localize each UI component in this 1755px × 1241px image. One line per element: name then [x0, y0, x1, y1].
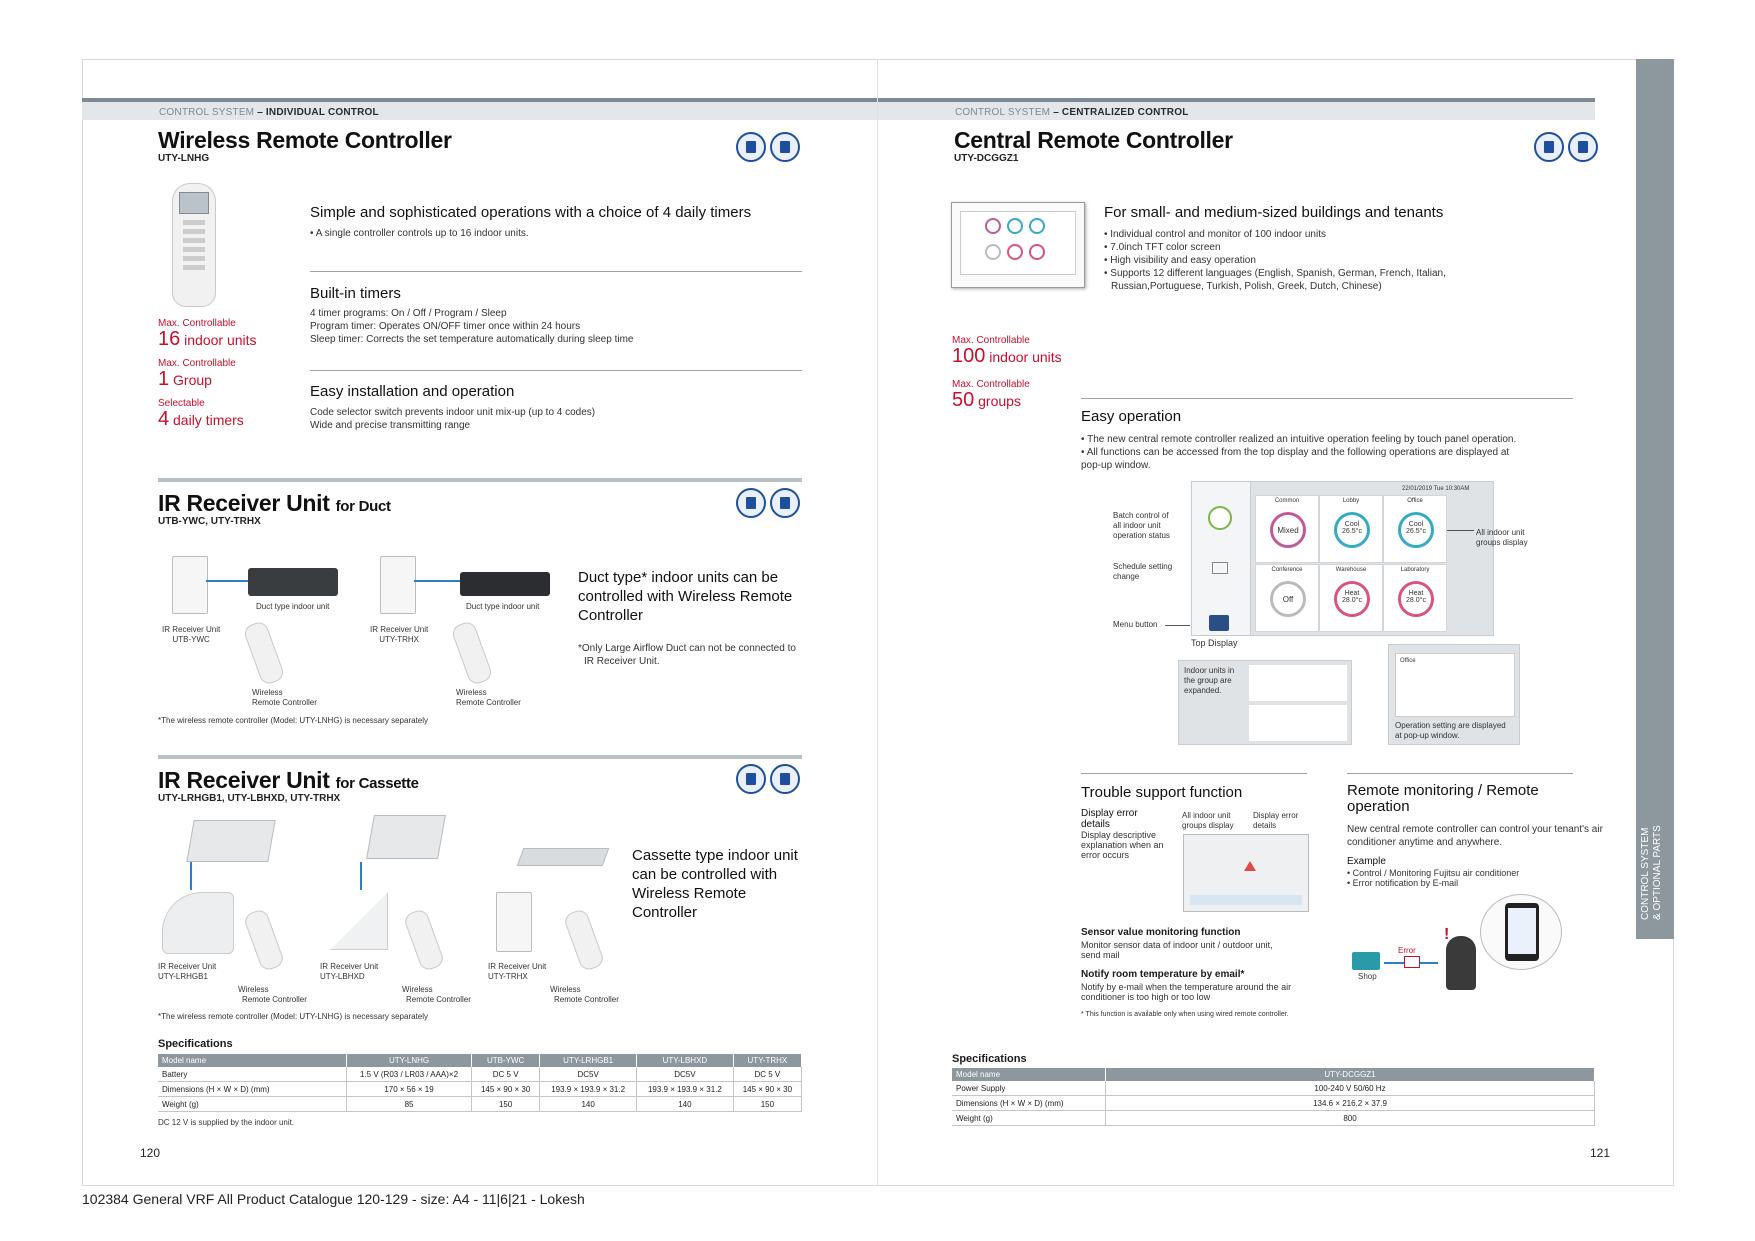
power-icon[interactable] — [1208, 506, 1232, 530]
wireless-caption-1: Wireless Remote Controller — [252, 688, 317, 707]
group-tile-laboratory[interactable]: Laboratory Heat 28.0°c — [1383, 564, 1447, 632]
ir-duct-note: *Only Large Airflow Duct can not be connected to IR Receiver Unit. — [578, 643, 796, 667]
group-tile-common[interactable]: Common Mixed — [1255, 495, 1319, 563]
cassette-unit-image — [517, 848, 610, 866]
popup-window: Office — [1395, 653, 1515, 717]
ir-duct-title: IR Receiver Unit for Duct — [158, 490, 391, 516]
left-section-bar — [82, 98, 877, 120]
cassette-wireless-caption-2: Wireless Remote Controller — [402, 985, 471, 1004]
screen-ring — [1029, 244, 1045, 260]
table-row: Dimensions (H × W × D) (mm) 170 × 56 × 19 145 × 90 × 30 193.9 × 193.9 × 31.2 193.9 × 193.9 × 31.2 145 × 90 × 30 — [158, 1082, 802, 1097]
left-spec-note: DC 12 V is supplied by the indoor unit. — [158, 1118, 295, 1127]
left-section-label: CONTROL SYSTEM – INDIVIDUAL CONTROL — [159, 107, 379, 118]
shop-icon — [1352, 952, 1380, 970]
popup-window-panel — [1388, 644, 1520, 745]
right-page-number: 121 — [1590, 1146, 1611, 1160]
ir-receiver-uty-trhx-image — [380, 556, 416, 614]
trouble-desc: Display error details Display descriptive explanation when an error occurs — [1081, 808, 1164, 860]
screen-ring — [1007, 244, 1023, 260]
smartphone-bubble — [1480, 894, 1562, 970]
section-side-tab — [1636, 59, 1674, 939]
wired-badge-icon — [736, 488, 766, 518]
table-header-row: Model name UTY-DCGGZ1 — [952, 1068, 1595, 1081]
remote-monitoring-title: Remote monitoring / Remote operation — [1347, 782, 1539, 815]
wireless-feature-3-text: Code selector switch prevents indoor unit mix-up (up to 4 codes) Wide and precise transmitting range — [310, 407, 596, 431]
central-feature-1-text: • Individual control and monitor of 100 indoor units • 7.0inch TFT color screen • High visibility and easy operation • Supports 12 different languages (English, Spanish, German, French, Italian, Russian,Portuguese, Turkish, Polish, Greek, Dutch, Chinese) — [1104, 229, 1446, 292]
duct-indoor-unit-image — [460, 572, 550, 596]
wired-badge-icon — [736, 764, 766, 794]
shop-label: Shop — [1358, 972, 1377, 981]
expanded-unit-row — [1249, 665, 1347, 701]
table-row: Dimensions (H × W × D) (mm) 134.6 × 216.2 × 37.9 — [952, 1096, 1595, 1111]
wireless-feature-1-title: Simple and sophisticated operations with a choice of 4 daily timers — [310, 204, 752, 221]
ir-duct-model: UTB-YWC, UTY-TRHX — [158, 516, 261, 527]
right-spec-title: Specifications — [952, 1053, 1027, 1065]
remote-example-label: Example — [1347, 856, 1386, 867]
error-label: Error — [1398, 946, 1416, 955]
divider — [1081, 398, 1573, 399]
right-section-bar — [878, 98, 1595, 120]
wireless-feature-2-text: 4 timer programs: On / Off / Program / Sleep Program timer: Operates ON/OFF timer once within 24 hours Sleep timer: Corrects the set temperature automatically during sleep time — [310, 308, 634, 345]
table-row: Weight (g) 800 — [952, 1111, 1595, 1126]
wired-badge-icon — [736, 132, 766, 162]
cassette-unit-image — [366, 815, 446, 859]
cassette-wireless-caption-3: Wireless Remote Controller — [550, 985, 619, 1004]
mail-icon — [1404, 956, 1420, 968]
menu-button[interactable] — [1209, 615, 1229, 631]
wireless-feature-1-text: • A single controller controls up to 16 indoor units. — [310, 228, 529, 239]
remote-monitoring-text: New central remote controller can control your tenant's air conditioner anytime and anywhere. — [1347, 824, 1603, 848]
expanded-unit-row — [1249, 705, 1347, 741]
group-tile-office[interactable]: Office Cool 26.5°c — [1383, 495, 1447, 563]
left-spec-title: Specifications — [158, 1038, 233, 1050]
table-header-row: Model name UTY-LNHG UTB-YWC UTY-LRHGB1 UTY-LBHXD UTY-TRHX — [158, 1054, 802, 1067]
display-datetime: 22/01/2019 Tue 10:30AM — [1402, 486, 1470, 492]
wired-badge-icon — [1534, 132, 1564, 162]
top-display-label: Top Display — [1191, 638, 1238, 648]
ir-receiver-utb-ywc-image — [172, 556, 208, 614]
trouble-caption-1: All indoor unit groups display — [1182, 811, 1234, 830]
ir-cassette-footnote: *The wireless remote controller (Model: UTY-LNHG) is necessary separately — [158, 1012, 429, 1021]
arrow-up-icon — [360, 862, 362, 890]
cassette-receiver-caption-3: IR Receiver Unit UTY-TRHX — [488, 962, 547, 981]
ir-receiver-trhx-image — [496, 892, 532, 952]
display-sidebar — [1192, 482, 1251, 635]
schedule-icon[interactable] — [1212, 562, 1228, 574]
section-divider — [158, 478, 802, 482]
alert-icon: ! — [1444, 926, 1450, 943]
central-title: Central Remote Controller — [954, 127, 1233, 153]
wireless-stat-1: Max. Controllable 16 indoor units — [158, 318, 257, 350]
trouble-footnote: * This function is available only when using wired remote controller. — [1081, 1011, 1289, 1018]
wireless-feature-3-title: Easy installation and operation — [310, 383, 515, 400]
right-spec-table — [952, 1068, 1595, 1126]
cassette-wireless-caption-1: Wireless Remote Controller — [238, 985, 307, 1004]
trouble-screen-bar — [1190, 895, 1302, 905]
remote-example-list: • Control / Monitoring Fujitsu air conditioner • Error notification by E-mail — [1347, 868, 1520, 888]
wireless-stat-2: Max. Controllable 1 Group — [158, 358, 236, 390]
wireless-caption-2: Wireless Remote Controller — [456, 688, 521, 707]
trouble-caption-2: Display error details — [1253, 811, 1299, 830]
central-feature-1-title: For small- and medium-sized buildings and tenants — [1104, 204, 1444, 221]
remote-buttons — [183, 220, 205, 270]
notify-text: Notify by e-mail when the temperature around the air conditioner is too high or too low — [1081, 982, 1292, 1002]
wireless-badge-icon — [770, 764, 800, 794]
notify-title: Notify room temperature by email* — [1081, 969, 1245, 980]
connection-line — [206, 580, 248, 582]
smartphone-icon — [1505, 903, 1539, 961]
wireless-badge-icon — [770, 132, 800, 162]
wireless-stat-3: Selectable 4 daily timers — [158, 398, 244, 430]
table-row: Weight (g) 85 150 140 140 150 — [158, 1097, 802, 1112]
central-model: UTY-DCGGZ1 — [954, 153, 1019, 164]
person-icon — [1446, 936, 1476, 990]
leader-line — [1165, 625, 1190, 626]
easy-operation-title: Easy operation — [1081, 408, 1182, 425]
connection-line — [414, 580, 460, 582]
left-page-number: 120 — [140, 1146, 161, 1160]
duct-label-2: Duct type indoor unit — [466, 602, 540, 611]
group-tile-conference[interactable]: Conference Off — [1255, 564, 1319, 632]
popup-caption: Operation setting are displayed at pop-up window. — [1395, 721, 1506, 740]
warning-icon — [1244, 861, 1256, 871]
cassette-receiver-caption-1: IR Receiver Unit UTY-LRHGB1 — [158, 962, 217, 981]
divider — [310, 370, 802, 371]
arrow-up-icon — [190, 862, 192, 890]
print-footer: 102384 General VRF All Product Catalogue 120-129 - size: A4 - 11|6|21 - Lokesh — [82, 1191, 585, 1207]
duct-label-1: Duct type indoor unit — [256, 602, 330, 611]
group-tile-lobby[interactable]: Lobby Cool 26.5°c — [1319, 495, 1383, 563]
page-gutter — [877, 59, 878, 1186]
screen-ring — [1007, 218, 1023, 234]
duct-indoor-unit-image — [248, 568, 338, 596]
cassette-unit-image — [186, 820, 275, 862]
sensor-text: Monitor sensor data of indoor unit / outdoor unit, send mail — [1081, 940, 1273, 960]
divider — [1347, 773, 1573, 774]
divider — [1081, 773, 1307, 774]
right-section-label: CONTROL SYSTEM – CENTRALIZED CONTROL — [955, 107, 1189, 118]
all-groups-caption: All indoor unit groups display — [1476, 528, 1528, 547]
table-row: Power Supply 100-240 V 50/60 Hz — [952, 1081, 1595, 1096]
side-tab-label: CONTROL SYSTEM & OPTIONAL PARTS — [1640, 825, 1663, 920]
ir-duct-headline: Duct type* indoor units can be controlled with Wireless Remote Controller — [578, 569, 793, 624]
trouble-title: Trouble support function — [1081, 784, 1243, 801]
wireless-remote-image — [172, 183, 216, 307]
menu-button-caption: Menu button — [1113, 620, 1158, 629]
ir-cassette-title: IR Receiver Unit for Cassette — [158, 767, 419, 793]
screen-ring — [985, 244, 1001, 260]
easy-operation-text: • The new central remote controller realized an intuitive operation feeling by touch panel operation. • All functions can be accessed from the top display and the following operations are displayed at pop-up window. — [1081, 434, 1517, 471]
wireless-badge-icon — [1568, 132, 1598, 162]
expanded-group-panel — [1178, 660, 1352, 745]
central-controller-image — [951, 202, 1085, 288]
ir-cassette-model: UTY-LRHGB1, UTY-LBHXD, UTY-TRHX — [158, 793, 341, 804]
wireless-title: Wireless Remote Controller — [158, 127, 452, 153]
ir-receiver-caption-1: IR Receiver Unit UTB-YWC — [162, 625, 221, 644]
cassette-receiver-caption-2: IR Receiver Unit UTY-LBHXD — [320, 962, 379, 981]
central-stat-2: Max. Controllable 50 groups — [952, 379, 1030, 411]
smartphone-screen — [1508, 908, 1536, 954]
ir-receiver-caption-2: IR Receiver Unit UTY-TRHX — [370, 625, 429, 644]
expanded-caption: Indoor units in the group are expanded. — [1184, 666, 1235, 695]
wireless-badge-icon — [770, 488, 800, 518]
leader-line — [1446, 530, 1474, 531]
trouble-screen-image — [1183, 834, 1309, 912]
section-divider — [158, 755, 802, 759]
left-spec-table — [158, 1054, 802, 1112]
wireless-feature-2-title: Built-in timers — [310, 285, 401, 302]
wireless-model: UTY-LNHG — [158, 153, 210, 164]
ir-cassette-headline: Cassette type indoor unit can be controlled with Wireless Remote Controller — [632, 847, 798, 921]
remote-screen — [179, 192, 209, 214]
schedule-caption: Schedule setting change — [1113, 562, 1173, 581]
ir-duct-footnote: *The wireless remote controller (Model: UTY-LNHG) is necessary separately — [158, 716, 429, 725]
batch-control-caption: Batch control of all indoor unit operation status — [1113, 511, 1170, 540]
sensor-title: Sensor value monitoring function — [1081, 927, 1241, 938]
table-row: Battery 1.5 V (R03 / LR03 / AAA)×2 DC 5 V DC5V DC5V DC 5 V — [158, 1067, 802, 1082]
central-stat-1: Max. Controllable 100 indoor units — [952, 335, 1062, 367]
screen-ring — [1029, 218, 1045, 234]
divider — [310, 271, 802, 272]
screen-ring — [985, 218, 1001, 234]
controller-screen — [960, 211, 1076, 275]
group-tile-warehouse[interactable]: Warehouse Heat 28.0°c — [1319, 564, 1383, 632]
